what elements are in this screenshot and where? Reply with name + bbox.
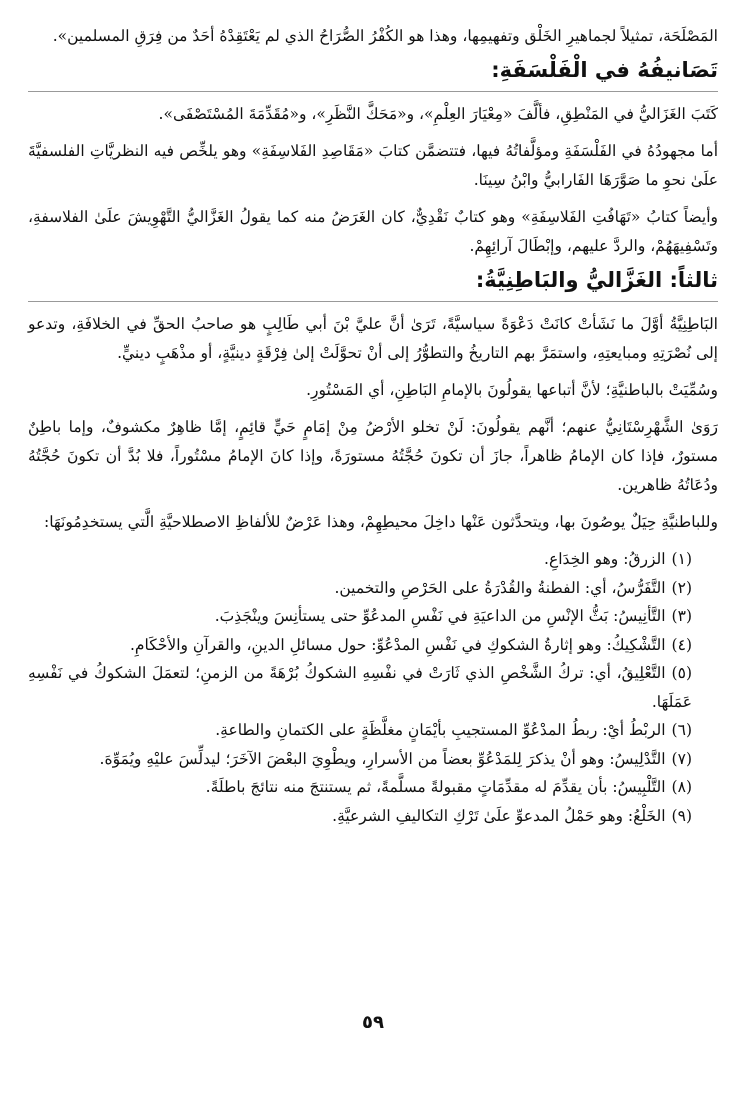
list-item: (٣)التَّأنِيسُ: بَثُّ الإنْسِ من الداعيَةِ في نَفْسِ المدعُوِّ حتى يستأنِسَ وينْجَذِبَ. (214, 607, 692, 625)
paragraph-batiniyya-origin: البَاطِنِيَّةُ أوَّلَ ما نَشَأتْ كانَتْ دَعْوَةً سياسيَّةً، تَرَىٰ أنَّ عليَّ بْنَ أبي طَالِبٍ هو صاحبُ الحقِّ في الخلافَةِ، وتدعو إلى نُصْرَتِهِ ومبايعتِهِ، واستمَرَّ بهم التاريخُ والتطوُّرُ إلى أنْ تحوَّلَتْ إلىٰ فِرْقَةٍ دينيَّةٍ، أو مذْهَبٍ دينيٍّ. (28, 315, 718, 362)
list-item: (١)الزرقُ: وهو الخِدَاعِ. (544, 550, 692, 568)
page-number: ٥٩ (362, 1012, 384, 1033)
paragraph-logic-works: كَتَبَ الغَزَاليُّ في المَنْطِقِ، فألَّفَ «مِعْيَارَ العِلْمِ»، و«مَحَكَّ النَّظَرِ»، و«مُقَدِّمَةَ المُسْتَصْفَى». (158, 105, 718, 123)
list-item: (٦)الربْطُ أيْ: ربطُ المدْعُوِّ المستجيبِ بأيْمَانٍ مغلَّظَةٍ على الكتمانِ والطاعةِ. (215, 721, 692, 739)
document-page (28, 22, 718, 830)
list-item: (٧)التَّدْلِيسُ: وهو أنْ يذكرَ لِلمَدْعُوِّ بعضاً من الأسرارِ، ويطْوِيَ البعْضَ الآخَرَ؛ ليدلِّسَ عليْهِ ويُمَوِّهَ. (99, 749, 692, 768)
paragraph-continuation: المَصْلَحَة، تمثيلاً لجماهيرِ الخَلْق وتفهيمِها، وهذا هو الكُفْرُ الصُّرَاحُ الذي لم يَعْتَقِدْهُ أحَدٌ من فِرَقِ المسلمين». (52, 27, 718, 45)
paragraph-philosophy-works: أما مجهودُهُ في الفَلْسَفَةِ ومؤلَّفاتُهُ فيها، فتتضمَّن كتابَ «مَقَاصِدِ الفَلاسِفَةِ» وهو يلخِّص فيه النظريَّاتِ الفلسفيَّةَ علَىٰ نحوِ ما صَوَّرَهَا الفَارابيُّ وابْنُ سِينَا. (28, 142, 718, 189)
paragraph-batiniyya-naming: وسُمِّيَتْ بالباطنيَّةِ؛ لأنَّ أتباعها يقولُونَ بالإمامِ البَاطِنِ، أي المَسْتُورِ. (306, 381, 718, 399)
section-heading-batiniyya: ثالثاً: الغَزَّاليُّ والبَاطِنِيَّةُ: (28, 263, 718, 302)
list-item: (٥)التَّعْلِيقُ، أي: تركُ الشَّخْصِ الذي ثَارَتْ في نفْسِهِ الشكوكُ بُرْهَةً من الزمنِ؛ لتعمَلَ الشكوكُ في نَفْسِهِ عَمَلَهَا. (28, 664, 692, 711)
terms-list (28, 545, 718, 830)
list-item: (٩)الخَلْعُ: وهو حَمْلُ المدعوِّ علَىٰ تَرْكِ التكاليفِ الشرعيَّةِ. (332, 806, 692, 825)
list-item: (٤)التَّشْكِيكُ: وهو إثارةُ الشكوكِ في نَفْسِ المدْعُوِّ: حول مسائلِ الدينِ، والقرآنِ والأحْكَامِ. (129, 635, 692, 654)
list-item: (٨)التَّلْبِيسُ: بأن يقدِّمَ له مقدِّمَاتٍ مقبولةً مسلَّمةً، ثم يستنتجَ منه نتائجَ باطلَةً. (205, 778, 692, 796)
section-heading-philosophy: تَصَانيفُهُ في الْفَلْسَفَةِ: (28, 53, 718, 92)
paragraph-tricks-intro: وللباطنيَّةِ حِيَلٌ يوصُونَ بها، ويتحدَّثون عَنْها داخِلَ محيطِهِمْ، وهذا عَرْضٌ للألفاظِ الاصطلاحيَّةِ الَّتي يستخدِمُونَهَا: (43, 513, 718, 531)
list-item: (٢)التَّفَرُّسُ، أي: الفطنةُ والقُدْرَةُ على الحَرْصِ والتخمين. (334, 578, 692, 597)
paragraph-tahafut: وأيضاً كتابُ «تَهَافُتِ الفَلاسِفَةِ» وهو كتابٌ نَقْدِيٌّ، كان الغَرَضُ منه كما يقولُ الغَزَّاليُّ التَّهْوِيشَ علَىٰ الفلاسفةِ، وتَسْفِيهَهُمْ، والردَّ عليهم، وإبْطَالَ آرائِهِمْ. (28, 208, 718, 255)
paragraph-shahrastani: رَوَىٰ الشَّهْرِسْتَانِيُّ عنهم؛ أنَّهم يقولُونَ: لَنْ تخلو الأرْضُ مِنْ إمَامٍ حَيٍّ قائِمٍ، إمَّا ظاهِرٌ مكشوفٌ، وإما باطِنٌ مستورٌ، فإذا كان الإمامُ ظاهراً، جازَ أن تكونَ حُجَّتُهُ مستورَةً، وإذا كانَ الإمامُ مسْتُوراً، فلا بُدَّ أن تكونَ حُجَّتُهُ ودُعَاتُهُ ظاهرين. (28, 418, 718, 494)
